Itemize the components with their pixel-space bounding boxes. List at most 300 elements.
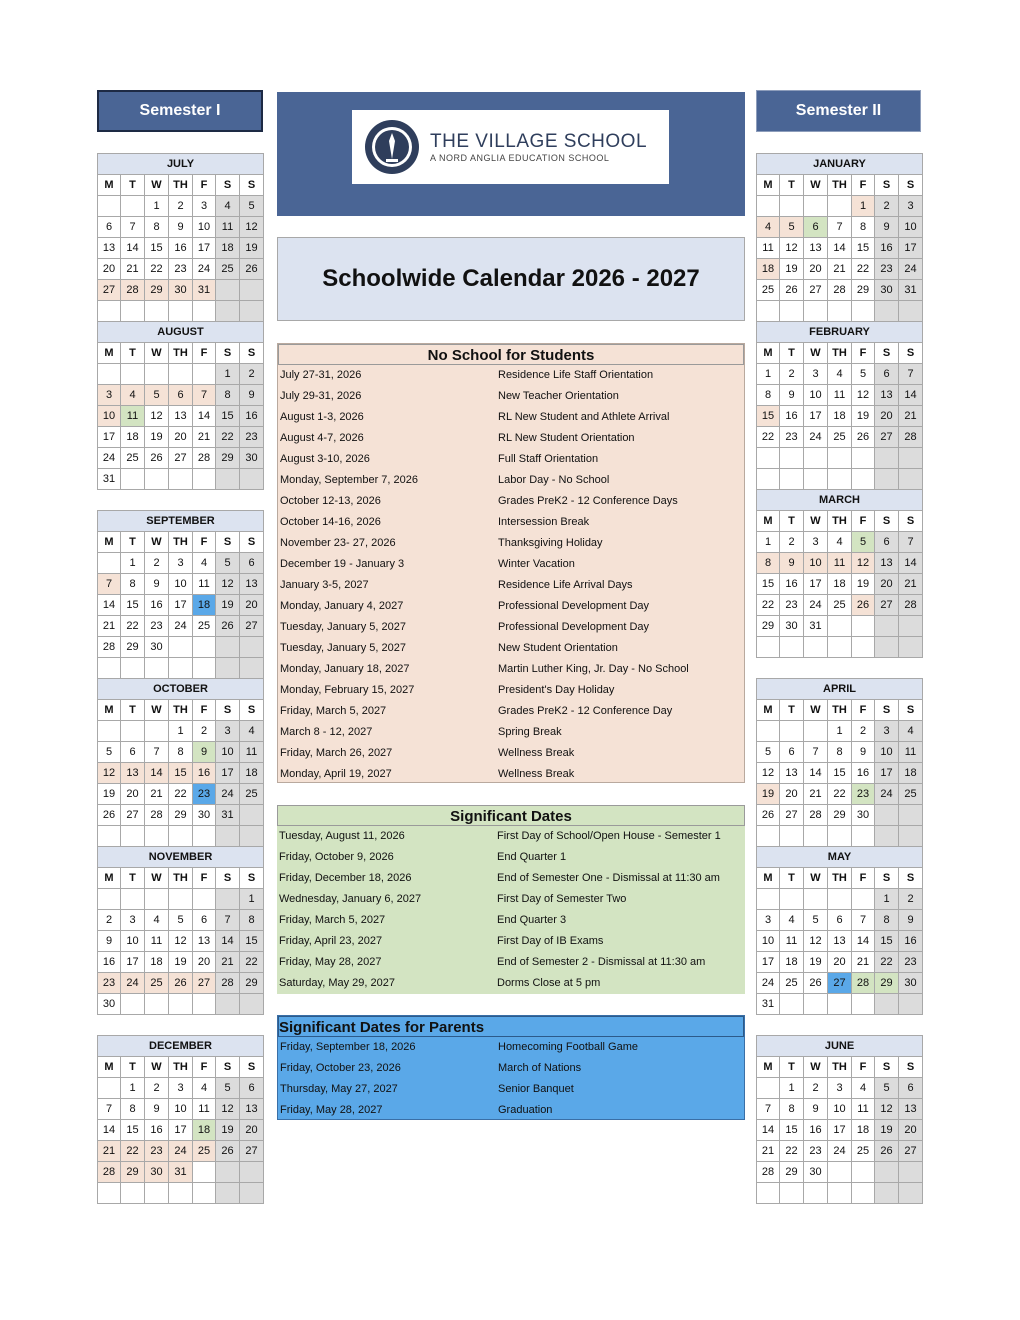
- weekday-header: M: [98, 700, 121, 721]
- weekday-header: W: [145, 175, 169, 196]
- weekday-header: S: [216, 1057, 240, 1078]
- day-cell: 20: [169, 427, 193, 448]
- event-row: [278, 386, 744, 407]
- empty-cell: [757, 1183, 780, 1204]
- day-cell: 1: [852, 196, 875, 217]
- day-cell: 1: [169, 721, 193, 742]
- day-cell: 10: [804, 553, 828, 574]
- event-description: March of Nations: [498, 1062, 582, 1074]
- weekday-header: F: [852, 1057, 875, 1078]
- empty-cell: [852, 616, 875, 637]
- day-cell: 27: [169, 448, 193, 469]
- day-cell: 2: [780, 532, 804, 553]
- day-cell: 24: [804, 427, 828, 448]
- day-cell: 14: [804, 763, 828, 784]
- weekday-header: S: [875, 511, 899, 532]
- event-date: Friday, December 18, 2026: [279, 872, 412, 884]
- day-cell: 22: [757, 427, 780, 448]
- day-cell: 15: [757, 574, 780, 595]
- day-cell: 22: [145, 259, 169, 280]
- day-cell: 13: [875, 553, 899, 574]
- page-title: Schoolwide Calendar 2026 - 2027: [277, 237, 745, 321]
- weekday-header: TH: [828, 343, 852, 364]
- weekday-header: TH: [169, 343, 193, 364]
- day-cell: 26: [169, 973, 193, 994]
- day-cell: 21: [899, 406, 923, 427]
- event-date: October 14-16, 2026: [280, 516, 381, 528]
- day-cell: 23: [899, 952, 923, 973]
- day-cell: 11: [193, 1099, 216, 1120]
- day-cell: 4: [780, 910, 804, 931]
- day-cell: 23: [145, 616, 169, 637]
- day-cell: 5: [98, 742, 121, 763]
- event-description: Grades PreK2 - 12 Conference Days: [498, 495, 678, 507]
- weekday-header: M: [98, 343, 121, 364]
- day-cell: 12: [757, 763, 780, 784]
- empty-cell: [121, 994, 145, 1015]
- day-cell: 1: [121, 553, 145, 574]
- day-cell: 10: [169, 1099, 193, 1120]
- weekday-header: TH: [828, 175, 852, 196]
- weekday-header: W: [145, 700, 169, 721]
- empty-cell: [757, 469, 780, 490]
- day-cell: 12: [852, 385, 875, 406]
- weekday-header: F: [193, 1057, 216, 1078]
- empty-cell: [899, 616, 923, 637]
- day-cell: 8: [145, 217, 169, 238]
- event-row: [278, 512, 744, 533]
- event-date: Wednesday, January 6, 2027: [279, 893, 422, 905]
- day-cell: 23: [98, 973, 121, 994]
- day-cell: 16: [852, 763, 875, 784]
- day-cell: 16: [780, 406, 804, 427]
- event-row: [278, 743, 744, 764]
- month-name: APRIL: [757, 679, 923, 700]
- empty-cell: [193, 1183, 216, 1204]
- event-description: End Quarter 1: [497, 851, 567, 863]
- day-cell: 27: [240, 1141, 264, 1162]
- day-cell: 10: [828, 1099, 852, 1120]
- day-cell: 8: [757, 553, 780, 574]
- empty-cell: [899, 637, 923, 658]
- weekday-header: S: [240, 700, 264, 721]
- day-cell: 15: [852, 238, 875, 259]
- day-cell: 19: [852, 574, 875, 595]
- day-cell: 24: [98, 448, 121, 469]
- empty-cell: [780, 196, 804, 217]
- no-school-section: [277, 343, 745, 783]
- day-cell: 2: [145, 553, 169, 574]
- day-cell: 19: [216, 595, 240, 616]
- empty-cell: [240, 1183, 264, 1204]
- event-row: [277, 868, 745, 889]
- weekday-header: W: [804, 343, 828, 364]
- day-cell: 20: [804, 259, 828, 280]
- day-cell: 18: [145, 952, 169, 973]
- empty-cell: [145, 658, 169, 679]
- empty-cell: [216, 889, 240, 910]
- day-cell: 7: [899, 364, 923, 385]
- day-cell: 7: [121, 217, 145, 238]
- day-cell: 3: [169, 553, 193, 574]
- day-cell: 6: [875, 364, 899, 385]
- day-cell: 17: [169, 1120, 193, 1141]
- day-cell: 2: [852, 721, 875, 742]
- day-cell: 4: [121, 385, 145, 406]
- day-cell: 28: [804, 805, 828, 826]
- event-date: December 19 - January 3: [280, 558, 405, 570]
- day-cell: 11: [193, 574, 216, 595]
- event-description: Dorms Close at 5 pm: [497, 977, 601, 989]
- day-cell: 29: [145, 280, 169, 301]
- empty-cell: [828, 1183, 852, 1204]
- empty-cell: [145, 889, 169, 910]
- day-cell: 20: [193, 952, 216, 973]
- empty-cell: [145, 469, 169, 490]
- empty-cell: [852, 301, 875, 322]
- day-cell: 4: [828, 364, 852, 385]
- day-cell: 8: [121, 574, 145, 595]
- day-cell: 29: [780, 1162, 804, 1183]
- day-cell: 26: [145, 448, 169, 469]
- day-cell: 26: [780, 280, 804, 301]
- day-cell: 25: [828, 427, 852, 448]
- empty-cell: [240, 469, 264, 490]
- day-cell: 13: [193, 931, 216, 952]
- event-row: [278, 428, 744, 449]
- empty-cell: [169, 1183, 193, 1204]
- event-description: Full Staff Orientation: [498, 453, 599, 465]
- event-description: End Quarter 3: [497, 914, 567, 926]
- day-cell: 3: [121, 910, 145, 931]
- month-calendar-february: [756, 321, 923, 490]
- day-cell: 4: [216, 196, 240, 217]
- day-cell: 3: [899, 196, 923, 217]
- day-cell: 25: [121, 448, 145, 469]
- event-description: Intersession Break: [498, 516, 590, 528]
- day-cell: 13: [121, 763, 145, 784]
- empty-cell: [240, 658, 264, 679]
- day-cell: 3: [875, 721, 899, 742]
- event-date: Friday, October 23, 2026: [280, 1062, 401, 1074]
- day-cell: 5: [757, 742, 780, 763]
- day-cell: 9: [145, 574, 169, 595]
- event-description: Labor Day - No School: [498, 474, 610, 486]
- day-cell: 21: [98, 1141, 121, 1162]
- empty-cell: [828, 637, 852, 658]
- month-calendar-january: [756, 153, 923, 322]
- day-cell: 21: [899, 574, 923, 595]
- empty-cell: [169, 994, 193, 1015]
- empty-cell: [193, 826, 216, 847]
- empty-cell: [98, 658, 121, 679]
- weekday-header: M: [98, 175, 121, 196]
- empty-cell: [899, 805, 923, 826]
- day-cell: 4: [193, 1078, 216, 1099]
- weekday-header: W: [145, 532, 169, 553]
- day-cell: 28: [98, 637, 121, 658]
- empty-cell: [240, 301, 264, 322]
- empty-cell: [804, 889, 828, 910]
- event-row: [277, 973, 745, 994]
- day-cell: 9: [804, 1099, 828, 1120]
- empty-cell: [145, 1183, 169, 1204]
- day-cell: 22: [121, 616, 145, 637]
- day-cell: 30: [804, 1162, 828, 1183]
- empty-cell: [98, 364, 121, 385]
- day-cell: 25: [145, 973, 169, 994]
- day-cell: 5: [216, 553, 240, 574]
- event-row: [278, 407, 744, 428]
- day-cell: 27: [780, 805, 804, 826]
- empty-cell: [852, 994, 875, 1015]
- event-date: Friday, September 18, 2026: [280, 1041, 416, 1053]
- day-cell: 28: [828, 280, 852, 301]
- month-calendar-august: [97, 321, 264, 490]
- day-cell: 9: [145, 1099, 169, 1120]
- month-name: DECEMBER: [98, 1036, 264, 1057]
- day-cell: 15: [757, 406, 780, 427]
- empty-cell: [169, 658, 193, 679]
- weekday-header: S: [899, 511, 923, 532]
- day-cell: 2: [780, 364, 804, 385]
- day-cell: 19: [852, 406, 875, 427]
- empty-cell: [899, 448, 923, 469]
- day-cell: 14: [98, 1120, 121, 1141]
- empty-cell: [852, 1162, 875, 1183]
- empty-cell: [98, 553, 121, 574]
- day-cell: 26: [216, 616, 240, 637]
- day-cell: 16: [145, 1120, 169, 1141]
- event-description: RL New Student Orientation: [498, 432, 635, 444]
- empty-cell: [852, 469, 875, 490]
- day-cell: 10: [98, 406, 121, 427]
- day-cell: 17: [169, 595, 193, 616]
- day-cell: 28: [145, 805, 169, 826]
- day-cell: 2: [875, 196, 899, 217]
- day-cell: 13: [240, 574, 264, 595]
- day-cell: 13: [169, 406, 193, 427]
- empty-cell: [145, 301, 169, 322]
- day-cell: 19: [780, 259, 804, 280]
- event-date: Friday, April 23, 2027: [279, 935, 383, 947]
- weekday-header: T: [780, 1057, 804, 1078]
- day-cell: 25: [193, 616, 216, 637]
- day-cell: 4: [852, 1078, 875, 1099]
- day-cell: 6: [828, 910, 852, 931]
- event-row: [278, 533, 744, 554]
- empty-cell: [780, 637, 804, 658]
- weekday-header: TH: [828, 1057, 852, 1078]
- weekday-header: W: [145, 343, 169, 364]
- empty-cell: [216, 826, 240, 847]
- event-row: [277, 847, 745, 868]
- empty-cell: [804, 1183, 828, 1204]
- empty-cell: [145, 721, 169, 742]
- day-cell: 27: [875, 595, 899, 616]
- empty-cell: [899, 301, 923, 322]
- event-description: End of Semester One - Dismissal at 11:30 am: [497, 872, 720, 884]
- day-cell: 16: [240, 406, 264, 427]
- day-cell: 23: [193, 784, 216, 805]
- day-cell: 12: [216, 1099, 240, 1120]
- weekday-header: S: [899, 175, 923, 196]
- day-cell: 18: [828, 574, 852, 595]
- empty-cell: [804, 637, 828, 658]
- empty-cell: [828, 889, 852, 910]
- empty-cell: [899, 1162, 923, 1183]
- weekday-header: T: [780, 700, 804, 721]
- event-row: [278, 722, 744, 743]
- empty-cell: [240, 826, 264, 847]
- school-crest-icon: [364, 119, 420, 175]
- weekday-header: M: [757, 511, 780, 532]
- day-cell: 22: [121, 1141, 145, 1162]
- empty-cell: [757, 826, 780, 847]
- empty-cell: [98, 196, 121, 217]
- day-cell: 15: [875, 931, 899, 952]
- weekday-header: W: [804, 175, 828, 196]
- day-cell: 15: [240, 931, 264, 952]
- day-cell: 30: [899, 973, 923, 994]
- day-cell: 7: [804, 742, 828, 763]
- day-cell: 30: [240, 448, 264, 469]
- empty-cell: [804, 994, 828, 1015]
- day-cell: 14: [216, 931, 240, 952]
- day-cell: 31: [757, 994, 780, 1015]
- event-row: [278, 701, 744, 722]
- weekday-header: F: [193, 175, 216, 196]
- day-cell: 8: [169, 742, 193, 763]
- weekday-header: W: [145, 1057, 169, 1078]
- day-cell: 18: [828, 406, 852, 427]
- day-cell: 21: [193, 427, 216, 448]
- weekday-header: S: [875, 343, 899, 364]
- day-cell: 20: [780, 784, 804, 805]
- day-cell: 24: [804, 595, 828, 616]
- day-cell: 21: [757, 1141, 780, 1162]
- empty-cell: [804, 196, 828, 217]
- day-cell: 10: [121, 931, 145, 952]
- day-cell: 24: [193, 259, 216, 280]
- empty-cell: [804, 721, 828, 742]
- day-cell: 25: [899, 784, 923, 805]
- day-cell: 13: [98, 238, 121, 259]
- empty-cell: [240, 1162, 264, 1183]
- empty-cell: [899, 826, 923, 847]
- empty-cell: [121, 469, 145, 490]
- day-cell: 8: [780, 1099, 804, 1120]
- weekday-header: W: [804, 511, 828, 532]
- weekday-header: TH: [169, 532, 193, 553]
- day-cell: 18: [899, 763, 923, 784]
- school-logo: [352, 110, 669, 184]
- empty-cell: [780, 448, 804, 469]
- empty-cell: [828, 469, 852, 490]
- weekday-header: S: [240, 175, 264, 196]
- day-cell: 31: [804, 616, 828, 637]
- weekday-header: M: [757, 343, 780, 364]
- semester-1-header: Semester I: [97, 90, 263, 132]
- day-cell: 29: [121, 1162, 145, 1183]
- day-cell: 31: [169, 1162, 193, 1183]
- empty-cell: [757, 301, 780, 322]
- month-calendar-november: [97, 846, 264, 1015]
- event-date: Saturday, May 29, 2027: [279, 977, 395, 989]
- event-row: [277, 952, 745, 973]
- empty-cell: [852, 889, 875, 910]
- day-cell: 12: [145, 406, 169, 427]
- day-cell: 14: [899, 553, 923, 574]
- day-cell: 18: [216, 238, 240, 259]
- month-name: MARCH: [757, 490, 923, 511]
- day-cell: 15: [121, 1120, 145, 1141]
- weekday-header: TH: [169, 868, 193, 889]
- day-cell: 29: [240, 973, 264, 994]
- empty-cell: [240, 637, 264, 658]
- day-cell: 9: [780, 385, 804, 406]
- weekday-header: T: [780, 175, 804, 196]
- empty-cell: [899, 994, 923, 1015]
- day-cell: 28: [899, 595, 923, 616]
- empty-cell: [804, 448, 828, 469]
- event-date: Tuesday, January 5, 2027: [280, 642, 406, 654]
- event-date: Friday, May 28, 2027: [279, 956, 382, 968]
- event-date: August 1-3, 2026: [280, 411, 364, 423]
- month-name: FEBRUARY: [757, 322, 923, 343]
- day-cell: 22: [875, 952, 899, 973]
- event-row: [278, 1079, 744, 1100]
- empty-cell: [169, 301, 193, 322]
- weekday-header: T: [121, 343, 145, 364]
- empty-cell: [240, 280, 264, 301]
- day-cell: 2: [193, 721, 216, 742]
- day-cell: 20: [875, 406, 899, 427]
- empty-cell: [98, 889, 121, 910]
- day-cell: 26: [852, 595, 875, 616]
- day-cell: 15: [828, 763, 852, 784]
- weekday-header: S: [899, 700, 923, 721]
- day-cell: 12: [875, 1099, 899, 1120]
- weekday-header: W: [804, 700, 828, 721]
- empty-cell: [169, 889, 193, 910]
- day-cell: 12: [780, 238, 804, 259]
- day-cell: 14: [121, 238, 145, 259]
- day-cell: 29: [121, 637, 145, 658]
- day-cell: 29: [757, 616, 780, 637]
- day-cell: 1: [875, 889, 899, 910]
- day-cell: 9: [169, 217, 193, 238]
- event-date: Friday, March 5, 2027: [279, 914, 386, 926]
- day-cell: 11: [757, 238, 780, 259]
- empty-cell: [780, 301, 804, 322]
- empty-cell: [875, 1183, 899, 1204]
- day-cell: 5: [852, 532, 875, 553]
- significant-dates-header: Significant Dates: [277, 805, 745, 826]
- weekday-header: T: [780, 511, 804, 532]
- school-name: THE VILLAGE SCHOOL: [430, 131, 648, 152]
- event-description: Thanksgiving Holiday: [498, 537, 603, 549]
- day-cell: 29: [875, 973, 899, 994]
- month-name: OCTOBER: [98, 679, 264, 700]
- day-cell: 29: [852, 280, 875, 301]
- day-cell: 26: [757, 805, 780, 826]
- empty-cell: [193, 1162, 216, 1183]
- event-row: [277, 889, 745, 910]
- day-cell: 6: [121, 742, 145, 763]
- empty-cell: [804, 301, 828, 322]
- day-cell: 26: [98, 805, 121, 826]
